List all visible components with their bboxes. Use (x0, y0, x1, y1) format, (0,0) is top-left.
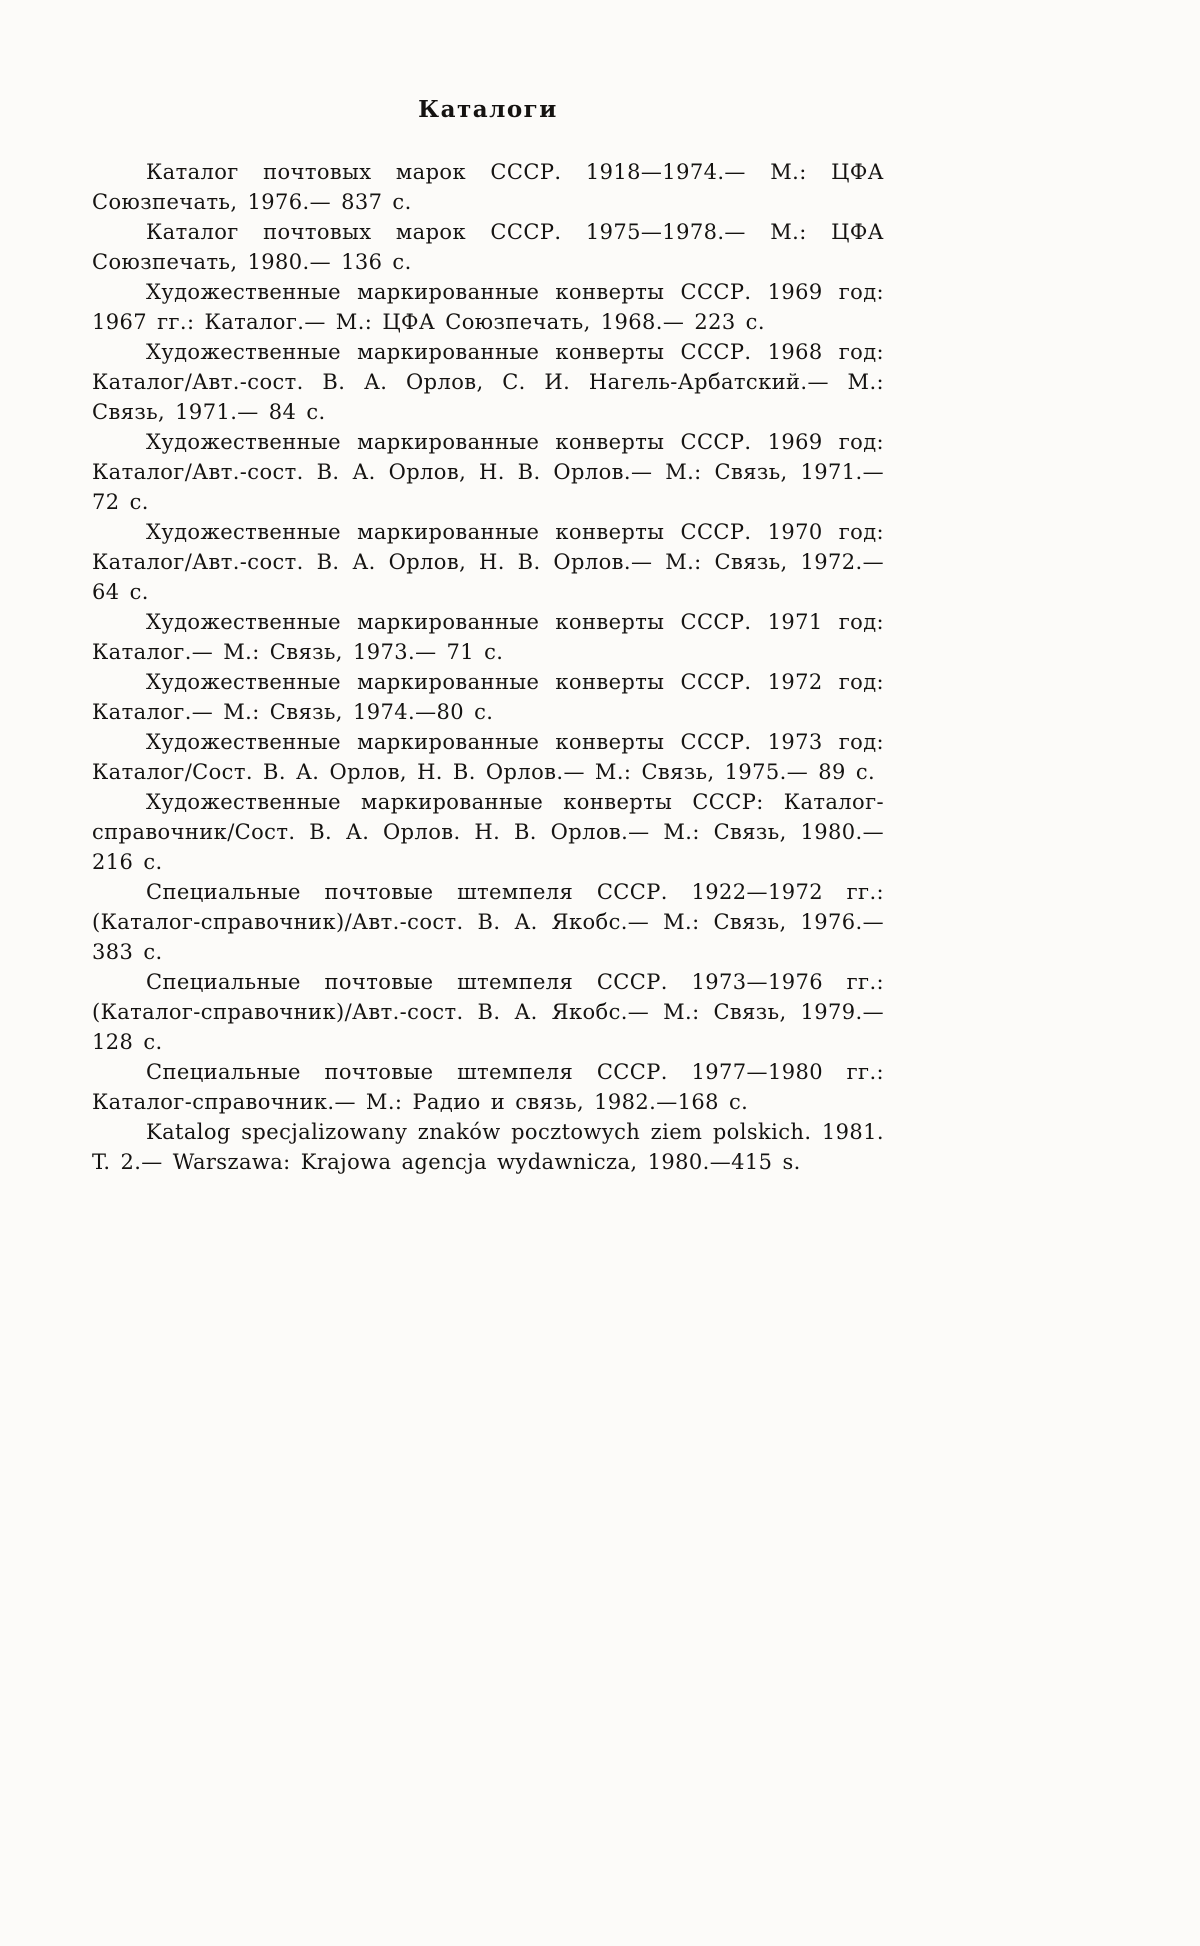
bibliography-entry: Katalog specjalizowany znaków pocztowych ziem polskich. 1981. T. 2.— Warszawa: Krajowa agencja wydawnicza, 1980.—415 s. (92, 1120, 884, 1174)
bibliography-entry: Художественные маркированные конверты СССР. 1969 год: Каталог/Авт.-сост. В. А. Орлов, Н. В. Орлов.— М.: Связь, 1971.— 72 с. (92, 430, 884, 514)
bibliography-entry: Художественные маркированные конверты СССР: Каталог-справочник/Сост. В. А. Орлов. Н. В. Орлов.— М.: Связь, 1980.— 216 с. (92, 790, 884, 874)
bibliography-entry: Художественные маркированные конверты СССР. 1969 год: 1967 гг.: Каталог.— М.: ЦФА Союзпечать, 1968.— 223 с. (92, 280, 884, 334)
bibliography-entry: Каталог почтовых марок СССР. 1975—1978.— М.: ЦФА Союзпечать, 1980.— 136 с. (92, 220, 884, 274)
bibliography-entry: Художественные маркированные конверты СССР. 1971 год: Каталог.— М.: Связь, 1973.— 71 с. (92, 610, 884, 664)
bibliography-entry: Специальные почтовые штемпеля СССР. 1973—1976 гг.: (Каталог-справочник)/Авт.-сост. В. А. Якобс.— М.: Связь, 1979.— 128 с. (92, 970, 884, 1054)
bibliography-entry: Художественные маркированные конверты СССР. 1968 год: Каталог/Авт.-сост. В. А. Орлов, С. И. Нагель-Арбатский.— М.: Связь, 1971.— 84 с. (92, 340, 884, 424)
bibliography-entry: Каталог почтовых марок СССР. 1918—1974.— М.: ЦФА Союзпечать, 1976.— 837 с. (92, 160, 884, 214)
bibliography-entry: Специальные почтовые штемпеля СССР. 1977—1980 гг.: Каталог-справочник.— М.: Радио и связь, 1982.—168 с. (92, 1060, 884, 1114)
section-title: Каталоги (418, 96, 558, 123)
bibliography-entry: Художественные маркированные конверты СССР. 1970 год: Каталог/Авт.-сост. В. А. Орлов, Н. В. Орлов.— М.: Связь, 1972.— 64 с. (92, 520, 884, 604)
bibliography-entry: Специальные почтовые штемпеля СССР. 1922—1972 гг.: (Каталог-справочник)/Авт.-сост. В. А. Якобс.— М.: Связь, 1976.— 383 с. (92, 880, 884, 964)
bibliography-section (92, 96, 884, 1177)
bibliography-entry: Художественные маркированные конверты СССР. 1973 год: Каталог/Сост. В. А. Орлов, Н. В. Орлов.— М.: Связь, 1975.— 89 с. (92, 730, 884, 784)
bibliography-entry: Художественные маркированные конверты СССР. 1972 год: Каталог.— М.: Связь, 1974.—80 с. (92, 670, 884, 724)
